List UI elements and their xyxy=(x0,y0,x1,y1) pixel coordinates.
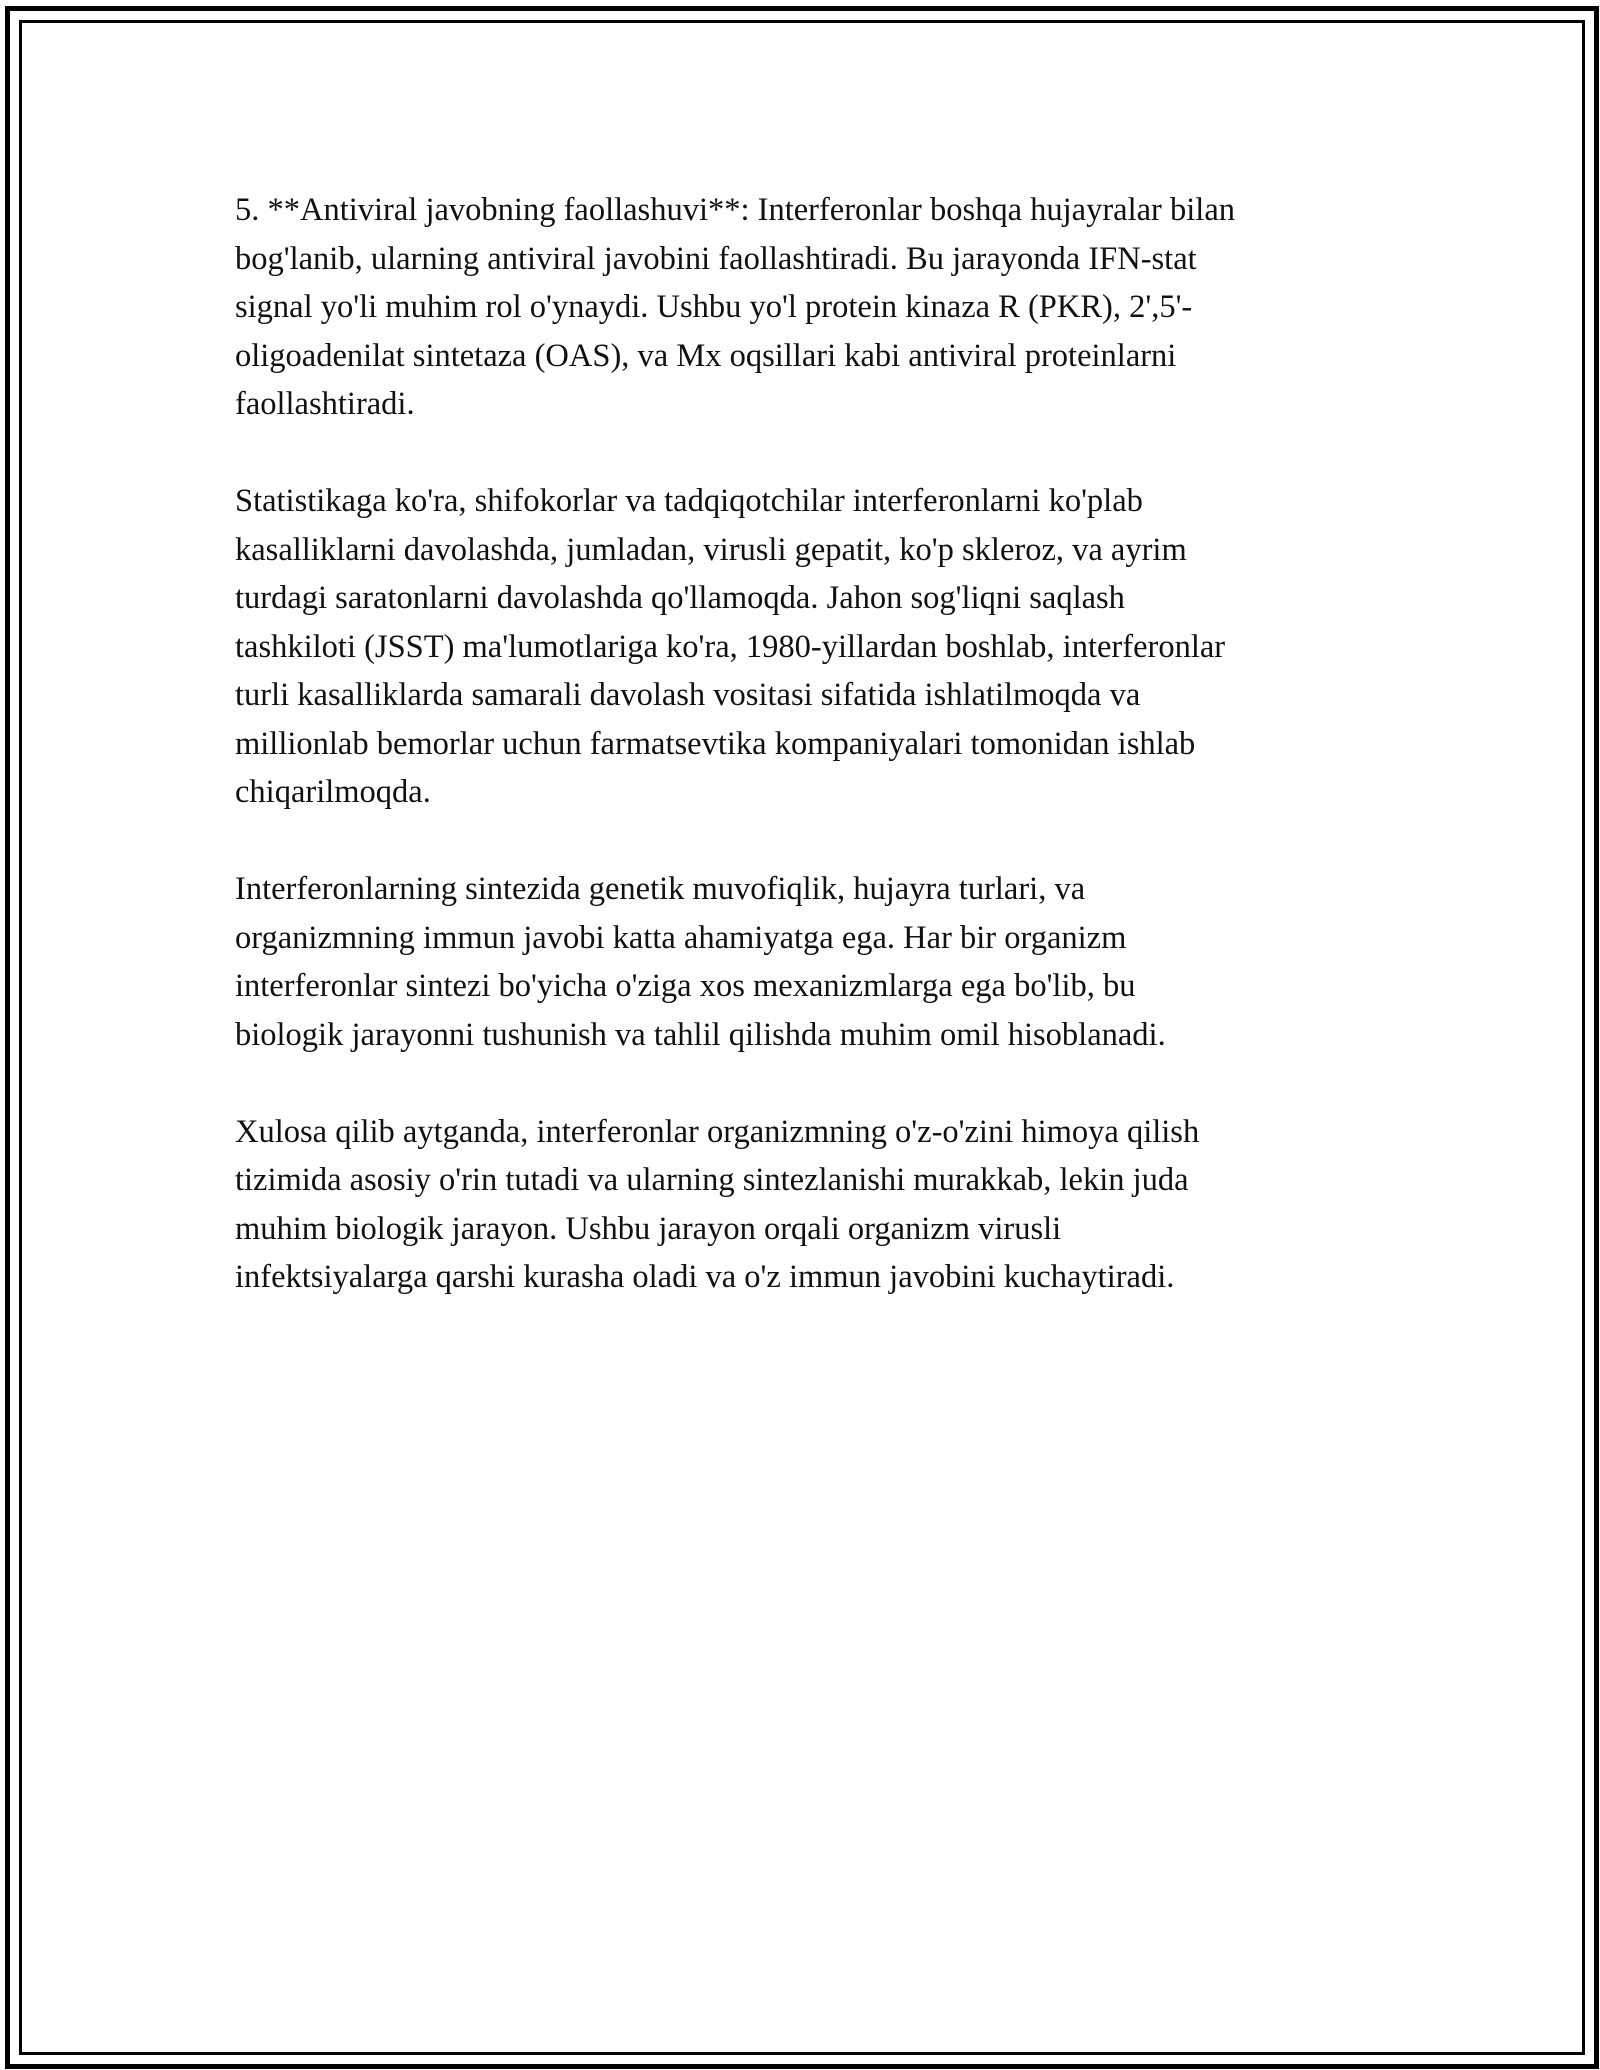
text-line: turdagi saratonlarni davolashda qo'llamoqda. Jahon sog'liqni saqlash xyxy=(235,580,1125,616)
text-line: tashkiloti (JSST) ma'lumotlariga ko'ra, 1980-yillardan boshlab, interferonlar xyxy=(235,628,1226,665)
text-line: oligoadenilat sintetaza (OAS), va Mx oqsillari kabi antiviral proteinlarni xyxy=(235,337,1177,374)
text-line: 5. **Antiviral javobning faollashuvi**: Interferonlar boshqa hujayralar bilan xyxy=(235,192,1235,228)
text-line: kasalliklarni davolashda, jumladan, virusli gepatit, ko'p skleroz, va ayrim xyxy=(235,531,1187,568)
document-body xyxy=(235,186,1385,1350)
text-line: interferonlar sintezi bo'yicha o'ziga xos mexanizmlarga ega bo'lib, bu xyxy=(235,968,1136,1004)
paragraph-statistics xyxy=(235,477,1385,817)
text-line: tizimida asosiy o'rin tutadi va ularning sintezlanishi murakkab, lekin juda xyxy=(235,1162,1189,1198)
text-line: muhim biologik jarayon. Ushbu jarayon orqali organizm virusli xyxy=(235,1210,1062,1247)
paragraph-antiviral-response xyxy=(235,186,1385,429)
text-line: signal yo'li muhim rol o'ynaydi. Ushbu yo'l protein kinaza R (PKR), 2',5'- xyxy=(235,289,1193,325)
text-line: Interferonlarning sintezida genetik muvofiqlik, hujayra turlari, va xyxy=(235,871,1086,907)
text-line: faollashtiradi. xyxy=(235,386,415,422)
text-line: organizmning immun javobi katta ahamiyatga ega. Har bir organizm xyxy=(235,919,1127,956)
text-line: infektsiyalarga qarshi kurasha oladi va o'z immun javobini kuchaytiradi. xyxy=(235,1259,1175,1295)
text-line: millionlab bemorlar uchun farmatsevtika kompaniyalari tomonidan ishlab xyxy=(235,725,1196,762)
text-line: biologik jarayonni tushunish va tahlil qilishda muhim omil hisoblanadi. xyxy=(235,1016,1166,1053)
paragraph-synthesis-factors xyxy=(235,865,1385,1059)
paragraph-conclusion xyxy=(235,1108,1385,1302)
text-line: Xulosa qilib aytganda, interferonlar organizmning o'z-o'zini himoya qilish xyxy=(235,1113,1200,1150)
text-line: chiqarilmoqda. xyxy=(235,774,431,810)
text-line: turli kasalliklarda samarali davolash vositasi sifatida ishlatilmoqda va xyxy=(235,677,1141,713)
text-line: Statistikaga ko'ra, shifokorlar va tadqiqotchilar interferonlarni ko'plab xyxy=(235,483,1143,519)
text-line: bog'lanib, ularning antiviral javobini faollashtiradi. Bu jarayonda IFN-stat xyxy=(235,240,1197,277)
